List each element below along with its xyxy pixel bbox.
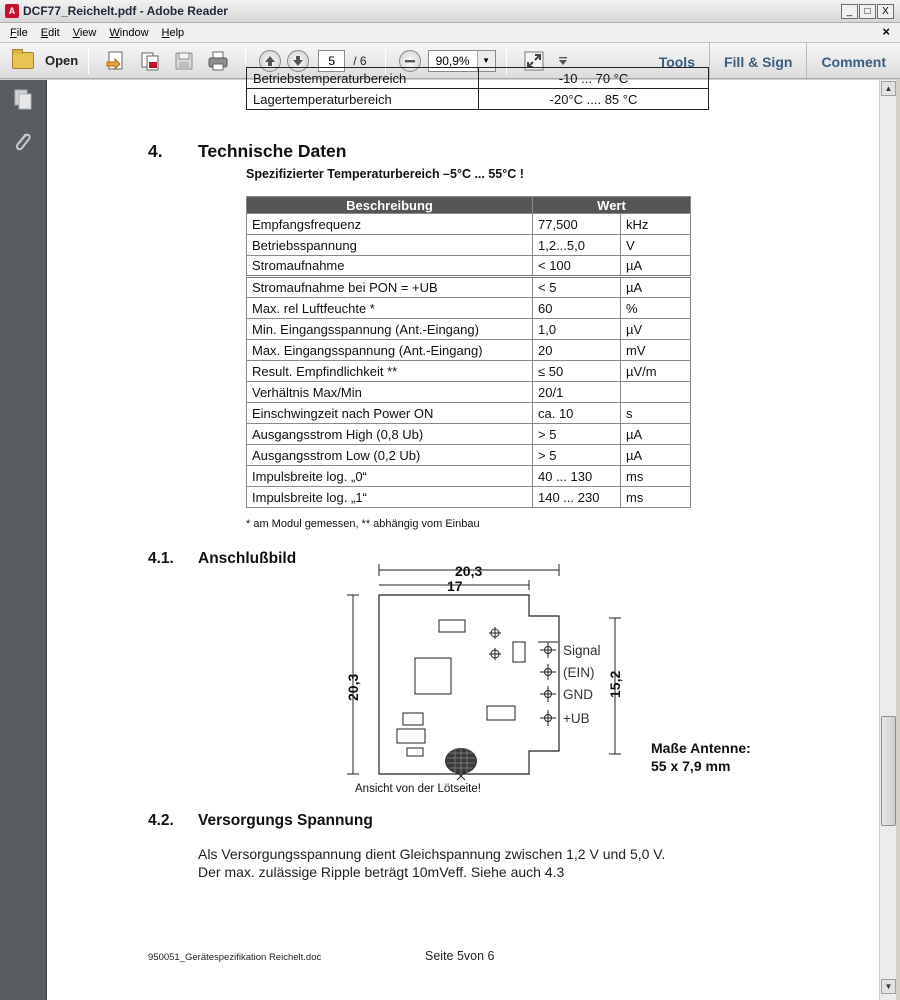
section-41-number: 4.1. [148,550,174,567]
table-row [247,277,691,298]
page-thumbnails-icon[interactable] [12,88,34,112]
section-41-title: Anschlußbild [198,550,297,567]
print-icon[interactable] [207,50,229,72]
table-cell: Ausgangsstrom Low (0,2 Ub) [247,445,533,466]
table-row [247,466,691,487]
page-number-input[interactable]: 5 [318,50,345,72]
table-cell: Stromaufnahme bei PON = +UB [247,277,533,298]
dim-width-outer-label: 20,3 [455,563,483,579]
table-cell: Verhältnis Max/Min [247,382,533,403]
table-row [247,340,691,361]
table-cell: 20 [533,340,621,361]
table-cell: Betriebstemperaturbereich [247,68,479,89]
table-cell: ca. 10 [533,403,621,424]
table-cell: > 5 [533,424,621,445]
table-cell [621,382,691,403]
table-cell: 40 ... 130 [533,466,621,487]
table-footnote: * am Modul gemessen, ** abhängig vom Einbau [246,518,480,530]
board-outline [379,595,559,774]
create-pdf-icon[interactable] [105,50,127,72]
dim-height-right-label: 15,2 [607,670,623,698]
table-cell: 1,0 [533,319,621,340]
table-cell: 1,2...5,0 [533,235,621,256]
vertical-scrollbar[interactable] [879,80,896,1000]
table-cell: Lagertemperaturbereich [247,89,479,110]
footer-filename: 950051_Gerätespezifikation Reichelt.doc [148,952,322,963]
connector-pins [538,642,558,726]
spec-temperature-note: Spezifizierter Temperaturbereich –5°C ... 55°C ! [246,167,524,181]
table-row [247,68,709,89]
table-header-row [247,197,691,214]
table-cell: µA [621,424,691,445]
antenna-size-value: 55 x 7,9 mm [651,758,731,774]
table-row [247,298,691,319]
table-cell: s [621,403,691,424]
component-rect [487,706,515,720]
pin-label-ub: +UB [563,711,590,726]
table-cell: < 100 [533,256,621,277]
table-cell: kHz [621,214,691,235]
column-header-description: Beschreibung [247,197,533,214]
table-cell: Min. Eingangsspannung (Ant.-Eingang) [247,319,533,340]
minimize-button[interactable]: _ [841,4,858,19]
column-header-value: Wert [533,197,691,214]
table-row [247,235,691,256]
title-bar [0,0,900,23]
table-cell: -10 ... 70 °C [479,68,709,89]
pin-label-signal: Signal [563,643,601,658]
window-border [896,80,900,1000]
minus-icon [404,55,416,67]
table-row [247,382,691,403]
table-cell: Result. Empfindlichkeit ** [247,361,533,382]
maximize-button[interactable]: □ [859,4,876,19]
menu-file[interactable]: File [10,26,28,39]
table-cell: 140 ... 230 [533,487,621,508]
menu-view[interactable]: View [72,26,97,39]
diagram-caption: Ansicht von der Lötseite! [355,783,481,795]
menu-help[interactable]: Help [161,26,185,39]
arrow-down-icon [292,55,304,67]
table-cell: < 5 [533,277,621,298]
crosshair-marker [489,627,501,660]
table-cell: µA [621,445,691,466]
pin-label-ein: (EIN) [563,665,595,680]
table-row [247,424,691,445]
component-rect [397,729,425,743]
table-cell: Impulsbreite log. „0“ [247,466,533,487]
section-42-number: 4.2. [148,812,174,829]
section-42-title: Versorgungs Spannung [198,812,373,829]
pin-label-gnd: GND [563,687,593,702]
table-cell: % [621,298,691,319]
open-button[interactable]: Open [12,52,78,69]
table-row [247,319,691,340]
close-window-button[interactable]: X [877,4,894,19]
menu-bar [0,23,900,42]
table-row [247,487,691,508]
menu-edit[interactable]: Edit [40,26,60,39]
page-count: / 6 [353,53,367,68]
window-controls [841,4,894,19]
section-4-number: 4. [148,141,163,161]
ic-chip [415,658,451,694]
component-rect [513,642,525,662]
table-cell: Einschwingzeit nach Power ON [247,403,533,424]
technical-data-table [246,196,691,508]
footer-page-number: Seite 5von 6 [425,949,495,963]
table-cell: µA [621,277,691,298]
table-cell: ≤ 50 [533,361,621,382]
chevron-down-icon[interactable]: ▼ [477,51,495,71]
component-rect [407,748,423,756]
scrollbar-thumb[interactable] [881,716,896,826]
temperature-table [246,67,709,110]
zoom-value: 90,9% [435,53,470,68]
table-cell: µV/m [621,361,691,382]
table-cell: Max. rel Luftfeuchte * [247,298,533,319]
paragraph-line-2: Der max. zulässige Ripple beträgt 10mVeff. Siehe auch 4.3 [198,864,565,880]
table-cell: ms [621,487,691,508]
table-cell: mV [621,340,691,361]
arrow-up-icon [264,55,276,67]
table-row [247,214,691,235]
table-cell: Betriebsspannung [247,235,533,256]
save-icon[interactable] [173,50,195,72]
table-cell: Max. Eingangsspannung (Ant.-Eingang) [247,340,533,361]
antenna-size-label: Maße Antenne: [651,740,751,756]
table-cell: µA [621,256,691,277]
folder-icon [12,52,34,69]
window-title: DCF77_Reichelt.pdf - Adobe Reader [23,4,228,18]
paragraph-line-1: Als Versorgungsspannung dient Gleichspannung zwischen 1,2 V und 5,0 V. [198,846,666,862]
component-rect [439,620,465,632]
component-rect [403,713,423,725]
section-4-title: Technische Daten [198,141,347,161]
antenna-coil [445,748,477,780]
table-cell: 20/1 [533,382,621,403]
table-cell: µV [621,319,691,340]
scroll-up-icon[interactable]: ▲ [881,81,896,96]
dim-width-inner-label: 17 [447,578,463,594]
table-row [247,361,691,382]
comment-button[interactable]: Comment [821,53,886,70]
table-cell: ms [621,466,691,487]
table-row [247,403,691,424]
pdf-app-icon: A [5,4,19,18]
fill-sign-button[interactable]: Fill & Sign [723,53,793,70]
close-document-icon[interactable]: × [882,24,890,39]
table-cell: 77,500 [533,214,621,235]
attachments-icon[interactable] [12,130,34,154]
menu-window[interactable]: Window [109,26,149,39]
dim-height-left-label: 20,3 [345,673,361,701]
combine-files-icon[interactable] [139,50,161,72]
table-cell: 60 [533,298,621,319]
toolbar-separator [88,48,89,74]
pdf-page [47,70,879,1000]
navigation-pane [0,80,47,1000]
table-cell: V [621,235,691,256]
table-row [247,445,691,466]
tools-button[interactable]: Tools [658,53,695,70]
table-cell: Ausgangsstrom High (0,8 Ub) [247,424,533,445]
table-cell: Impulsbreite log. „1“ [247,487,533,508]
table-cell: Stromaufnahme [247,256,533,277]
table-cell: -20°C .... 85 °C [479,89,709,110]
table-row [247,89,709,110]
table-cell: Empfangsfrequenz [247,214,533,235]
document-viewport[interactable] [47,70,879,1000]
scroll-down-icon[interactable]: ▼ [881,979,896,994]
table-cell: > 5 [533,445,621,466]
table-row [247,256,691,277]
